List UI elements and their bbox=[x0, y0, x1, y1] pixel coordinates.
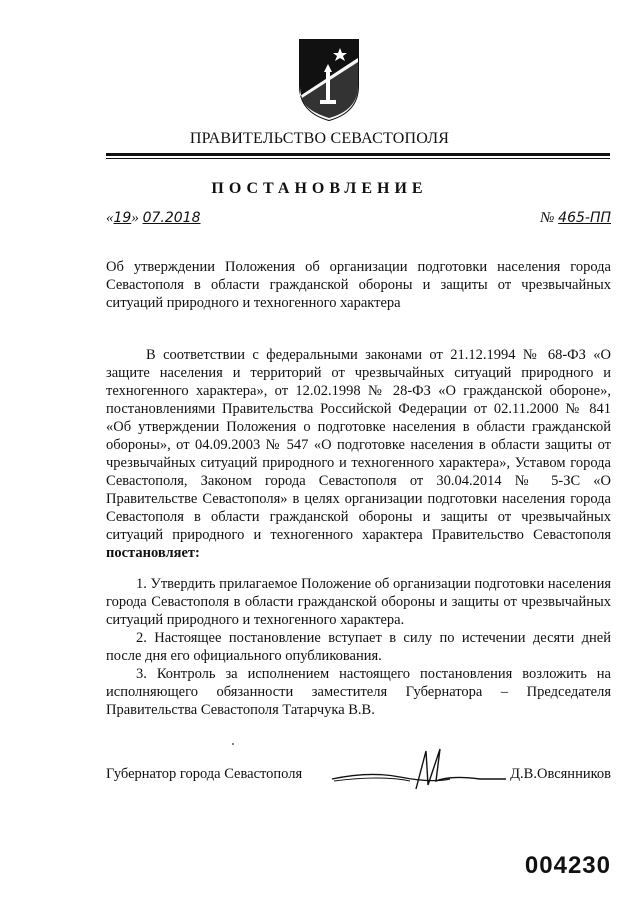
scan-speck bbox=[232, 743, 234, 745]
header-rule-thick bbox=[106, 153, 610, 156]
decree-item-1: 1. Утвердить прилагаемое Положение об организации подготовки населения города Севастополя в области гражданской обороны и защиты от чрезвычайных ситуаций природного и техногенного характера. bbox=[106, 576, 611, 628]
organization-name: ПРАВИТЕЛЬСТВО СЕВАСТОПОЛЯ bbox=[189, 130, 450, 147]
document-type: ПОСТАНОВЛЕНИЕ bbox=[211, 180, 428, 197]
date-month-year: 07.2018 bbox=[142, 210, 201, 226]
preamble-text: В соответствии с федеральными законами от 21.12.1994 № 68-ФЗ «О защите населения и территорий от чрезвычайных ситуаций природного и техногенного характера», от 12.02.1998 № 28-ФЗ «О гражданской обороне», постановлениями Правительства Российской Федерации от 02.11.2000 № 841 «Об утверждении Положения о подготовке населения в области гражданской обороны», от 04.09.2003 № 547 «О подготовке населения в области защиты от чрезвычайных ситуаций природного и техногенного характера», Уставом города Севастополя, Законом города Севастополя от 30.04.2014 № 5-ЗС «О Правительстве Севастополя» в целях организации подготовки населения города Севастополя в области гражданской обороны и защиты от чрезвычайных ситуаций природного и техногенного характера Правительство Севастополя bbox=[106, 347, 611, 543]
document-subject: Об утверждении Положения об организации подготовки населения города Севастополя в области гражданской обороны и защиты от чрезвычайных ситуаций природного и техногенного характера bbox=[106, 259, 611, 311]
decree-word: постановляет: bbox=[106, 545, 200, 561]
header-rule-thin bbox=[106, 158, 610, 159]
date-quote: « bbox=[106, 210, 114, 226]
handwritten-signature bbox=[330, 745, 510, 795]
signer-title: Губернатор города Севастополя bbox=[106, 766, 303, 782]
registration-number: 004230 bbox=[524, 852, 611, 879]
decree-item-2: 2. Настоящее постановление вступает в силу по истечении десяти дней после дня его официального опубликования. bbox=[106, 630, 611, 664]
coat-of-arms-icon bbox=[296, 38, 362, 122]
document-number bbox=[540, 210, 611, 227]
preamble-paragraph bbox=[106, 346, 611, 562]
signer-name: Д.В.Овсянников bbox=[510, 766, 611, 782]
decree-items bbox=[106, 575, 611, 719]
number-prefix: № bbox=[540, 210, 555, 226]
document-date: «19» 07.2018 bbox=[106, 210, 201, 226]
decree-item-3: 3. Контроль за исполнением настоящего постановления возложить на исполняющего обязанности заместителя Губернатора – Председателя Правительства Севастополя Татарчука В.В. bbox=[106, 666, 611, 718]
date-day: 19 bbox=[113, 210, 132, 226]
number-value: 465-ПП bbox=[558, 210, 611, 226]
